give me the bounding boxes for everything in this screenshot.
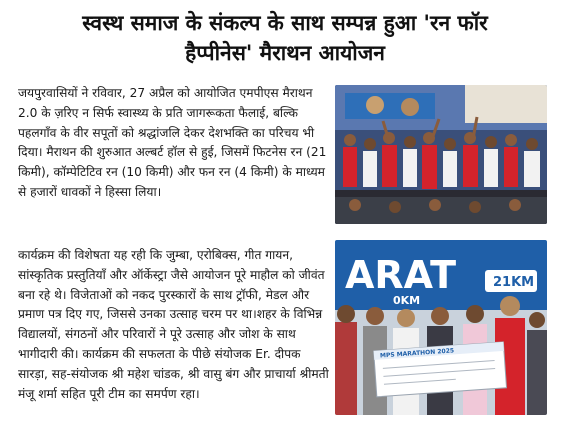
banner-distance-21km: 21KM (493, 275, 535, 290)
article-headline (0, 8, 570, 68)
banner-distance-10km: 0KM (393, 294, 421, 307)
marathon-crowd-photo (335, 85, 547, 224)
marathon-crowd-illustration (335, 85, 547, 224)
cheque-presentation-photo (335, 240, 547, 415)
cheque-text: MPS MARATHON 2025 (379, 347, 455, 360)
headline-line-1: स्वस्थ समाज के संकल्प के साथ सम्पन्न हुआ 'रन फॉर (82, 11, 488, 35)
banner-text: ARAT (345, 253, 457, 297)
article-paragraph-1: जयपुरवासियों ने रविवार, 27 अप्रैल को आयोजित एमपीएस मैराथन 2.0 के ज़रिए न सिर्फ स्वास्थ्य के प्रति जागरूकता फैलाई, बल्कि पहलगाँव के वीर सपूतों को श्रद्धांजलि देकर देशभक्ति का परिचय भी दिया। मैराथन की शुरुआत अल्बर्ट हॉल से हुई, जिसमें फिटनेस रन (21 किमी), कॉम्पेटिटिव रन (10 किमी) और फन रन (4 किमी) के माध्यम से हजारों धावकों ने हिस्सा लिया। (18, 86, 327, 199)
cheque-presentation-illustration (335, 240, 547, 415)
article-paragraph-2: कार्यक्रम की विशेषता यह रही कि जुम्बा, एरोबिक्स, गीत गायन, सांस्कृतिक प्रस्तुतियाँ और ऑर्केस्ट्रा जैसे आयोजन पूरे माहौल को जीवंत बना रहे थे। विजेताओं को नकद पुरस्कारों के साथ ट्रॉफी, मेडल और प्रमाण पत्र दिए गए, जिससे उनका उत्साह चरम पर था।शहर के विभिन्न विद्यालयों, संगठनों और परिवारों ने पूरे उत्साह और जोश के साथ भागीदारी की। कार्यक्रम की सफलता के पीछे संयोजक Er. दीपक सारड़ा, सह-संयोजक श्री महेश चांडक, श्री वासु बंग और प्राचार्या श्रीमती मंजू शर्मा सहित पूरी टीम का समर्पण रहा। (18, 248, 329, 401)
headline-line-2: हैप्पीनेस' मैराथन आयोजन (185, 41, 385, 65)
